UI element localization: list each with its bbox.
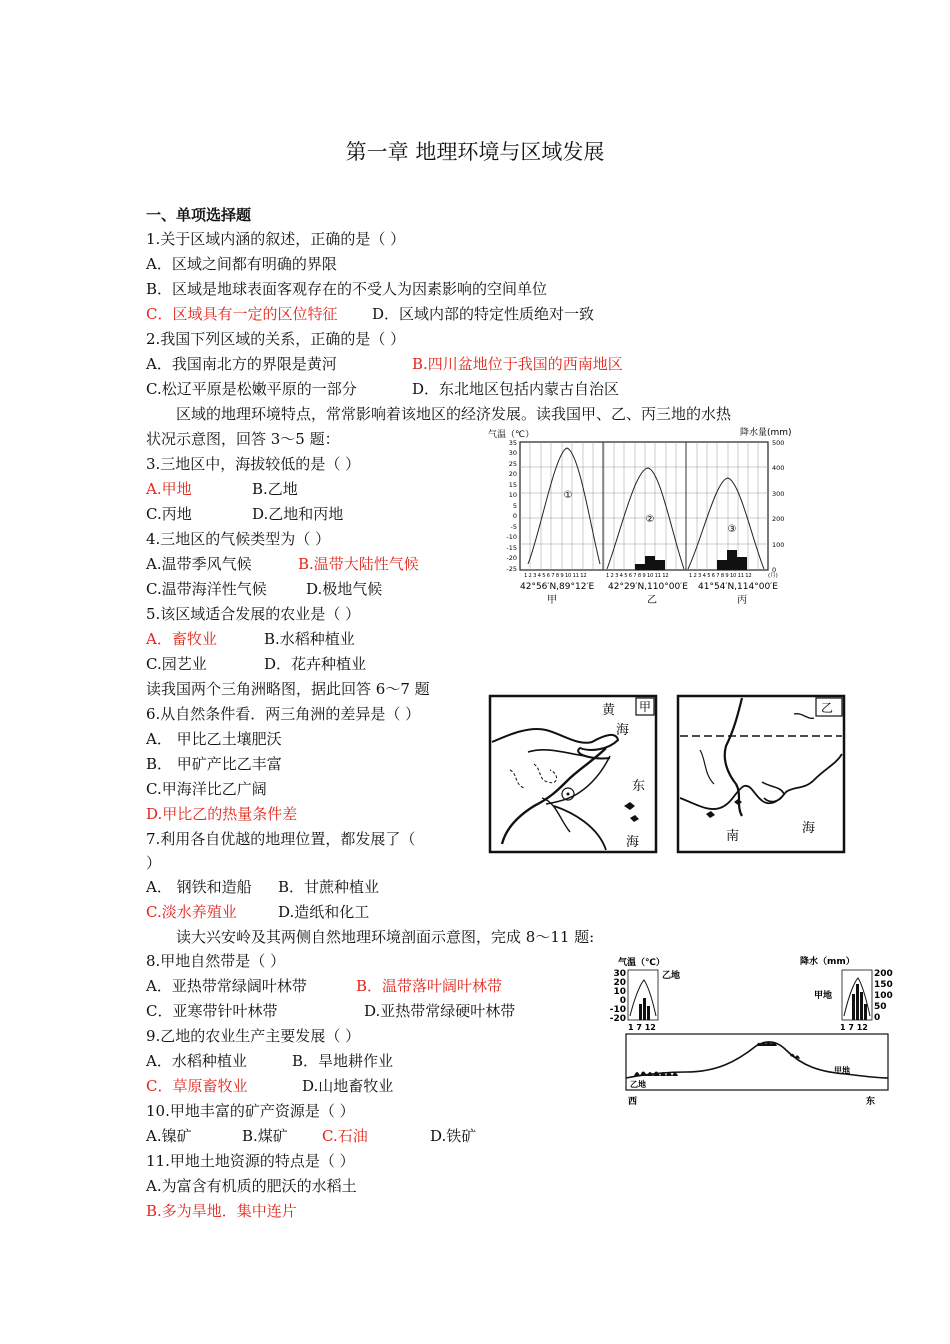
question-2-option-a: A．我国南北方的界限是黄河 [146,355,337,373]
question-3-stem: 3.三地区中，海拔较低的是（ ） [146,455,361,473]
question-9-option-d: D.山地畜牧业 [302,1077,394,1095]
svg-text:③: ③ [727,524,737,535]
question-5-option-c: C.园艺业 [146,655,207,673]
profile-figure [606,954,896,1110]
question-10-option-a: A.镍矿 [146,1127,192,1145]
question-3-option-d: D.乙地和丙地 [252,505,344,523]
svg-text:10: 10 [613,987,626,997]
svg-text:100: 100 [772,541,785,549]
svg-text:-15: -15 [506,544,517,552]
question-10-stem: 10.甲地丰富的矿产资源是（ ） [146,1102,355,1120]
climate-months-1: 1 2 3 4 5 6 7 8 9 10 11 12 [524,573,587,579]
question-7-option-b: B．甘蔗种植业 [278,878,380,896]
profile-inset-right-name: 甲地 [814,991,833,1001]
svg-text:300: 300 [772,490,785,498]
question-6-stem: 6.从自然条件看．两三角洲的差异是（ ） [146,705,421,723]
question-6-option-d: D.甲比乙的热量条件差 [146,805,298,823]
svg-text:30: 30 [613,969,626,979]
svg-text:甲: 甲 [547,595,557,606]
question-4-option-b: B.温带大陆性气候 [298,555,419,573]
question-2-stem: 2.我国下列区域的关系，正确的是（ ） [146,330,406,348]
svg-text:15: 15 [508,481,517,489]
svg-text:42°56′N,89°12′E: 42°56′N,89°12′E [520,582,595,592]
left-map-badge: 甲 [639,700,652,714]
question-4-option-c: C.温带海洋性气候 [146,580,267,598]
profile-east-label: 东 [866,1097,876,1107]
profile-west-label: 西 [628,1097,638,1107]
question-2-option-b: B.四川盆地位于我国的西南地区 [412,355,623,373]
question-4-option-d: D.极地气候 [306,580,383,598]
svg-text:南: 南 [726,829,740,844]
section-heading: 一、单项选择题 [146,206,252,224]
climate-station-markers [564,490,737,535]
svg-text:②: ② [645,514,655,525]
question-1-stem: 1.关于区域内涵的叙述，正确的是（ ） [146,230,406,248]
profile-months-left: 1 7 12 [628,1023,656,1032]
svg-text:150: 150 [874,980,893,990]
climate-left-axis-label: 气温（℃） [488,430,535,440]
question-11-option-a: A.为富含有机质的肥沃的水稻土 [146,1177,357,1195]
svg-text:20: 20 [613,978,626,988]
question-11-option-b: B.多为旱地．集中连片 [146,1202,297,1220]
intro-8-11: 读大兴安岭及其两侧自然地理环境剖面示意图，完成 8～11 题: [176,928,595,946]
intro-6-7: 读我国两个三角洲略图，据此回答 6～7 题 [146,680,430,698]
svg-text:100: 100 [874,991,893,1001]
climate-month-unit: (月) [768,573,778,579]
svg-text:0: 0 [619,996,626,1006]
right-map-badge: 乙 [821,701,834,715]
question-10-option-c: C.石油 [322,1127,368,1145]
svg-text:5: 5 [512,502,517,510]
question-8-option-d: D.亚热带常绿硬叶林带 [364,1002,516,1020]
climate-months-2: 1 2 3 4 5 6 7 8 9 10 11 12 [606,573,669,579]
intro-3-5-line-1: 区域的地理环境特点，常常影响着该地区的经济发展。读我国甲、乙、丙三地的水热 [176,405,732,423]
profile-left-ticks [610,969,626,1024]
question-3-option-b: B.乙地 [252,480,298,498]
climate-left-ticks [506,439,517,573]
svg-text:25: 25 [508,460,517,468]
question-10-option-b: B.煤矿 [242,1127,288,1145]
question-8-option-c: C．亚寒带针叶林带 [146,1002,278,1020]
question-5-option-b: B.水稻种植业 [264,630,355,648]
svg-text:0: 0 [512,512,517,520]
profile-right-ticks [874,969,893,1023]
intro-3-5-line-2: 状况示意图，回答 3～5 题： [146,430,340,448]
question-7-option-a: A． 钢铁和造船 [146,878,252,896]
svg-text:41°54′N,114°00′E: 41°54′N,114°00′E [698,582,778,592]
precipitation-bars-2 [635,556,665,570]
question-11-stem: 11.甲地土地资源的特点是（ ） [146,1152,355,1170]
question-7-stem-end: ） [146,854,162,872]
question-6-option-a: A． 甲比乙土壤肥沃 [146,730,282,748]
profile-ground-left-name: 乙地 [630,1080,646,1089]
climate-chart-figure [480,424,800,610]
climate-right-axis-label: 降水量(mm) [740,428,792,438]
svg-text:海: 海 [802,821,816,836]
page-title: 第一章 地理环境与区域发展 [345,140,605,164]
svg-text:10: 10 [508,491,517,499]
precipitation-bars-3 [717,550,747,570]
svg-text:乙: 乙 [647,595,657,606]
question-9-stem: 9.乙地的农业生产主要发展（ ） [146,1027,361,1045]
question-7-stem: 7.利用各自优越的地理位置，都发展了（ [146,830,416,848]
svg-text:东: 东 [632,779,646,794]
svg-text:42°29′N,110°00′E: 42°29′N,110°00′E [608,582,688,592]
question-8-option-a: A．亚热带常绿阔叶林带 [146,977,307,995]
delta-map-left [488,694,658,854]
question-2-option-c: C.松辽平原是松嫩平原的一部分 [146,380,357,398]
question-4-stem: 4.三地区的气候类型为（ ） [146,530,331,548]
svg-text:200: 200 [772,515,785,523]
svg-text:0: 0 [874,1013,881,1023]
svg-text:-25: -25 [506,565,517,573]
question-7-option-d: D.造纸和化工 [278,903,370,921]
svg-text:35: 35 [508,439,517,447]
question-1-option-a: A．区域之间都有明确的界限 [146,255,337,273]
question-1-option-d: D．区域内部的特定性质绝对一致 [372,305,595,323]
question-5-option-d: D．花卉种植业 [264,655,367,673]
svg-text:30: 30 [508,449,517,457]
profile-frame [626,1034,888,1090]
svg-text:20: 20 [508,470,517,478]
question-8-option-b: B．温带落叶阔叶林带 [356,977,503,995]
profile-ground-right-name: 甲地 [834,1066,850,1075]
question-9-option-a: A．水稻种植业 [146,1052,247,1070]
svg-text:400: 400 [772,464,785,472]
profile-right-axis-label: 降水（mm） [800,957,855,967]
svg-text:50: 50 [874,1002,887,1012]
climate-coordinates [520,582,778,592]
profile-inset-left-name: 乙地 [662,971,681,981]
svg-text:黄: 黄 [602,703,616,718]
question-10-option-d: D.铁矿 [430,1127,477,1145]
climate-right-ticks [772,439,784,574]
question-3-option-a: A.甲地 [146,480,192,498]
svg-text:-20: -20 [609,1014,626,1024]
question-5-stem: 5.该区域适合发展的农业是（ ） [146,605,361,623]
temperature-curve-3 [688,478,764,569]
question-6-option-b: B． 甲矿产比乙丰富 [146,755,282,773]
profile-left-axis-label: 气温（℃） [618,958,665,968]
svg-text:-5: -5 [510,523,517,531]
question-7-option-c: C.淡水养殖业 [146,903,237,921]
svg-text:-10: -10 [506,533,517,541]
svg-text:0: 0 [772,566,777,574]
climate-place-names [547,594,747,606]
svg-text:-10: -10 [609,1005,626,1015]
question-2-option-d: D．东北地区包括内蒙古自治区 [412,380,620,398]
question-8-stem: 8.甲地自然带是（ ） [146,952,286,970]
svg-text:500: 500 [772,439,785,447]
svg-text:海: 海 [626,835,640,850]
delta-map-right [676,694,846,854]
question-9-option-b: B．旱地耕作业 [292,1052,394,1070]
question-5-option-a: A．畜牧业 [146,630,217,648]
question-1-option-b: B．区域是地球表面客观存在的不受人为因素影响的空间单位 [146,280,548,298]
question-3-option-c: C.丙地 [146,505,192,523]
climate-months-3: 1 2 3 4 5 6 7 8 9 10 11 12 [689,573,752,579]
question-1-option-c: C．区域具有一定的区位特征 [146,305,338,323]
profile-months-right: 1 7 12 [840,1023,868,1032]
question-6-option-c: C.甲海洋比乙广阔 [146,780,267,798]
svg-text:海: 海 [616,723,630,738]
question-9-option-c: C．草原畜牧业 [146,1077,248,1095]
question-4-option-a: A.温带季风气候 [146,555,252,573]
svg-text:丙: 丙 [737,595,747,606]
svg-text:-20: -20 [506,554,517,562]
svg-text:①: ① [563,490,573,501]
temperature-curve-1 [528,448,600,564]
svg-text:200: 200 [874,969,893,979]
